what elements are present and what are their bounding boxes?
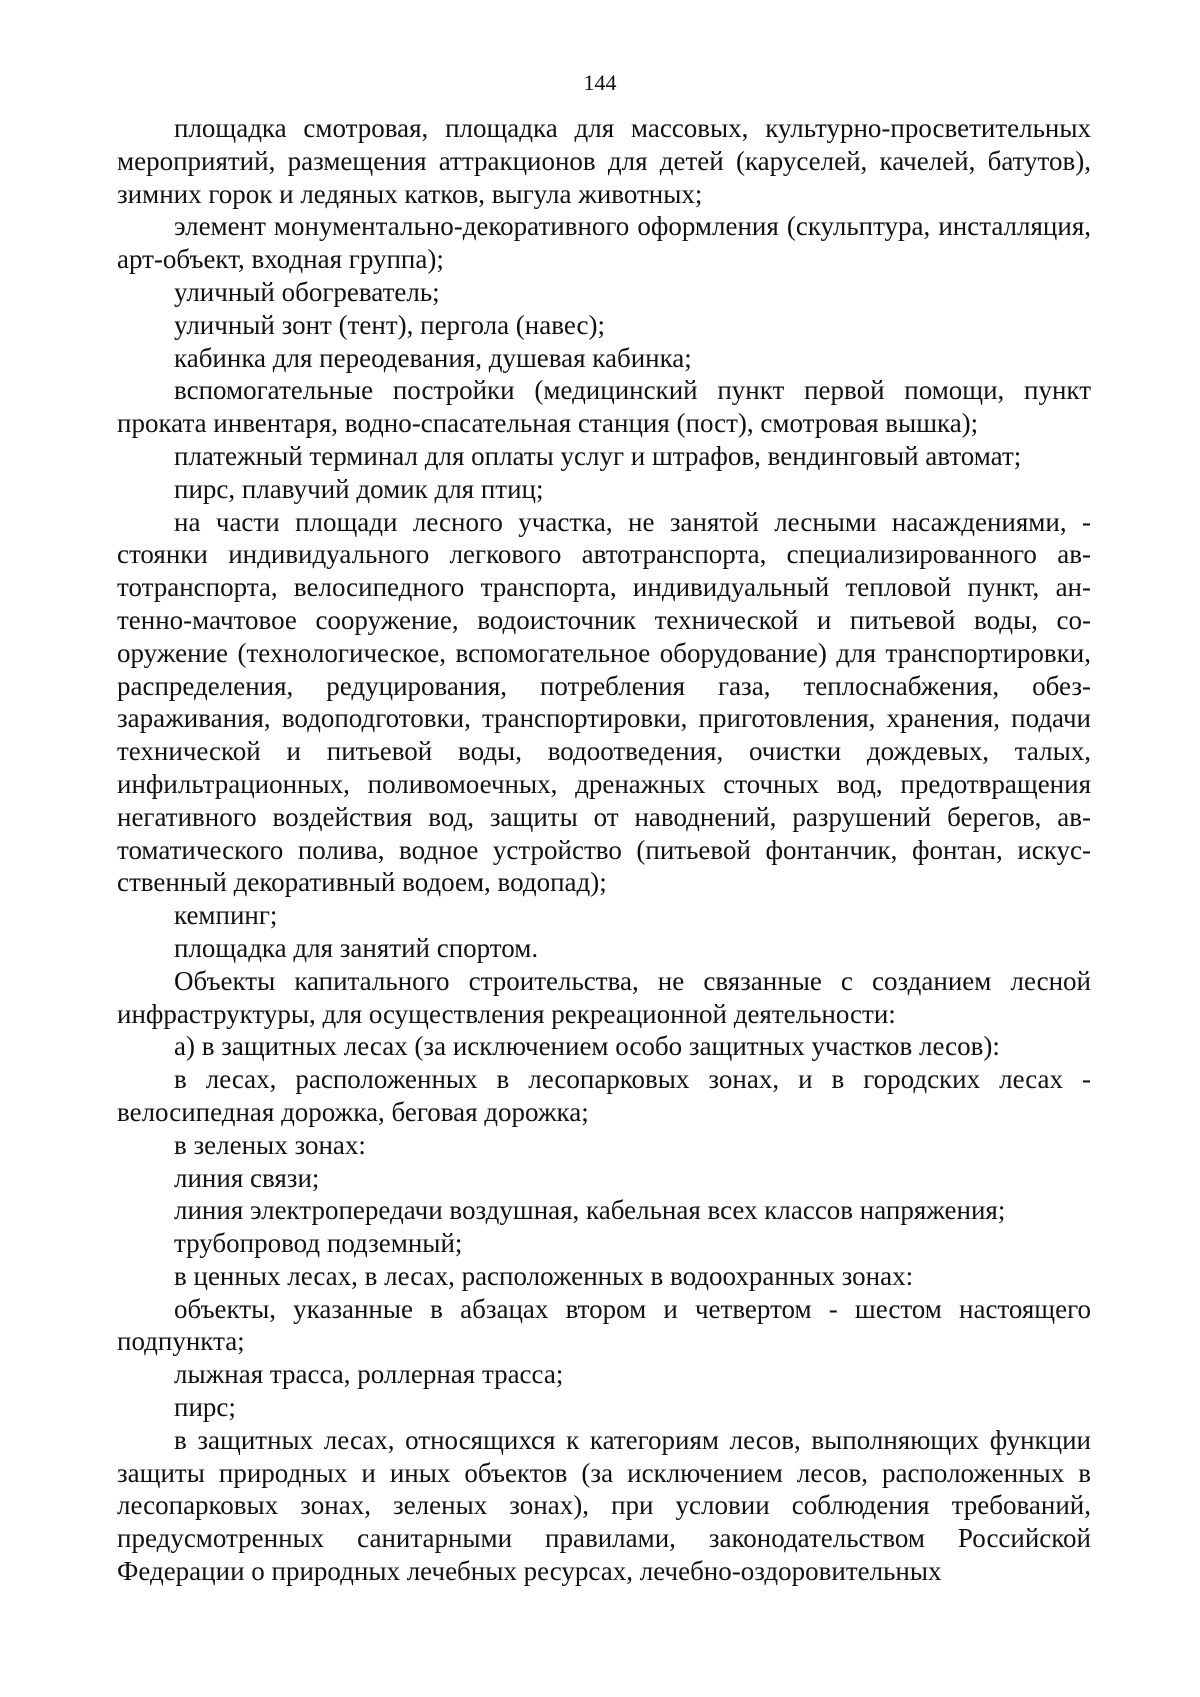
paragraph: уличный обогреватель;: [174, 276, 440, 307]
paragraph: лыжная трасса, роллерная трасса;: [174, 1359, 564, 1390]
paragraph: кабинка для переодевания, душевая кабинка;: [174, 342, 692, 373]
paragraph: в ценных лесах, в лесах, расположенных в водоохранных зонах:: [174, 1260, 914, 1291]
paragraph: площадка для занятий спортом.: [174, 932, 539, 963]
paragraph: пирс;: [174, 1392, 236, 1423]
paragraph: в зеленых зонах:: [174, 1129, 366, 1160]
page-number: 144: [583, 70, 617, 95]
paragraph: платежный терминал для оплаты услуг и штрафов, вендинговый автомат;: [174, 440, 1022, 471]
paragraph: линия электропередачи воздушная, кабельная всех классов напряжения;: [174, 1195, 1006, 1226]
paragraph: пирс, плавучий домик для птиц;: [174, 473, 544, 504]
paragraph: вспомогательные постройки (медицинский пункт первой помощи, пункт проката инвентаря, водно-спасательная станция (пост), смотровая вышка);: [117, 375, 1091, 439]
paragraph: элемент монументально-декоративного оформления (скульптура, инсталляция, арт-объект, входная группа);: [117, 211, 1091, 275]
paragraph: Объекты капитального строительства, не связанные с созданием лесной инфраструктуры, для осуществления рекреационной деятельности:: [117, 965, 1091, 1029]
paragraph: объекты, указанные в абзацах втором и четвертом - шестом настоящего подпункта;: [117, 1293, 1091, 1357]
paragraph: в лесах, расположенных в лесопарковых зонах, и в городских лесах - велосипедная дорожка, беговая дорожка;: [117, 1064, 1091, 1127]
paragraph: уличный зонт (тент), пергола (навес);: [174, 309, 605, 340]
paragraph: а) в защитных лесах (за исключением особо защитных участков лесов):: [174, 1031, 1000, 1062]
paragraph: кемпинг;: [174, 900, 278, 931]
document-body: [117, 112, 1091, 1588]
paragraph: в защитных лесах, относящихся к категориям лесов, выполняющих функции защиты природных и иных объектов (за исключением лесов, расположенных в лесопарковых зонах, зеленых зонах), при условии соблюдения требований, предусмотренных санитарными правилами, законодательством Российской Федерации о природных лечебных ресурсах, лечебно-оздоровительных: [117, 1424, 1091, 1587]
paragraph: линия связи;: [174, 1162, 320, 1193]
paragraph: трубопровод подземный;: [174, 1228, 463, 1259]
paragraph: на части площади лесного участка, не занятой лесными насаждениями, - стоянки индивидуального легкового автотранспорта, специализированного автотранспорта, велосипедного транспорта, индивидуальный тепловой пункт, антенно-мачтовое сооружение, водоисточник технической и питьевой воды, сооружение (технологическое, вспомогательное оборудование) для транспортировки, распределения, редуцирования, потребления газа, теплоснабжения, обеззараживания, водоподготовки, транспортировки, приготовления, хранения, подачи технической и питьевой воды, водоотведения, очистки дождевых, талых, инфильтрационных, поливомоечных, дренажных сточных вод, предотвращения негативного воздействия вод, защиты от наводнений, разрушений берегов, автоматического полива, водное устройство (питьевой фонтанчик, фонтан, искусственный декоративный водоем, водопад);: [117, 506, 1091, 898]
paragraph: площадка смотровая, площадка для массовых, культурно-просветительных мероприятий, размещения аттракционов для детей (каруселей, качелей, батутов), зимних горок и ледяных катков, выгула животных;: [117, 113, 1091, 209]
